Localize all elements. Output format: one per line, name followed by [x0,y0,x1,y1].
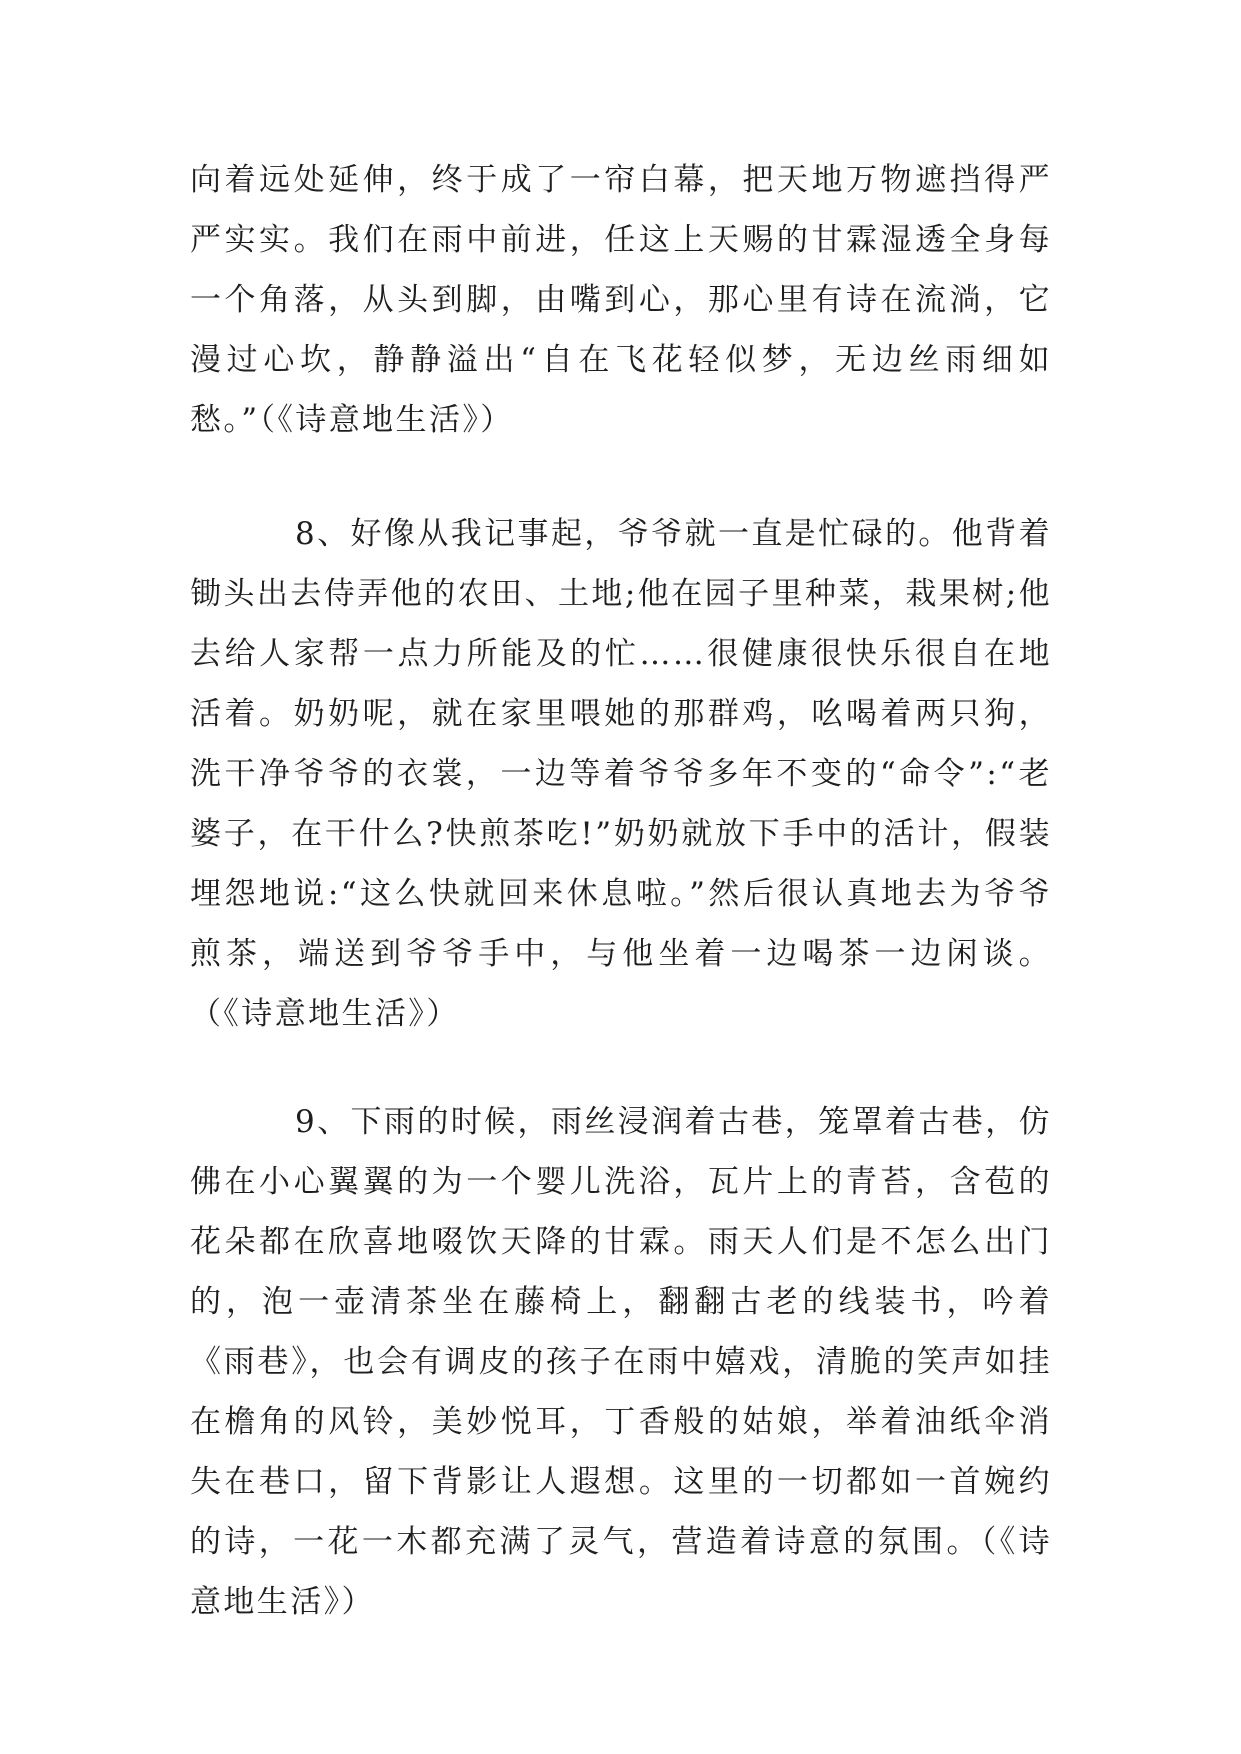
paragraph-8: 8、好像从我记事起，爷爷就一直是忙碌的。他背着锄头出去侍弄他的农田、土地;他在园子里种菜，栽果树;他去给人家帮一点力所能及的忙……很健康很快乐很自在地活着。奶奶呢，就在家里喂她的那群鸡，吆喝着两只狗，洗干净爷爷的衣裳，一边等着爷爷多年不变的“命令”:“老婆子，在干什么?快煎茶吃!”奶奶就放下手中的活计，假装埋怨地说:“这么快就回来休息啦。”然后很认真地去为爷爷煎茶，端送到爷爷手中，与他坐着一边喝茶一边闲谈。（《诗意地生活》） [190,516,1052,1032]
paragraph-9: 9、下雨的时候，雨丝浸润着古巷，笼罩着古巷，仿佛在小心翼翼的为一个婴儿洗浴，瓦片上的青苔，含苞的花朵都在欣喜地啜饮天降的甘霖。雨天人们是不怎么出门的，泡一壶清茶坐在藤椅上，翻翻古老的线装书，吟着《雨巷》，也会有调皮的孩子在雨中嬉戏，清脆的笑声如挂在檐角的风铃，美妙悦耳，丁香般的姑娘，举着油纸伞消失在巷口，留下背影让人遐想。这里的一切都如一首婉约的诗，一花一木都充满了灵气，营造着诗意的氛围。（《诗意地生活》） [190,1104,1052,1620]
paragraph-continued: 向着远处延伸，终于成了一帘白幕，把天地万物遮挡得严严实实。我们在雨中前进，任这上天赐的甘霖湿透全身每一个角落，从头到脚，由嘴到心，那心里有诗在流淌，它漫过心坎，静静溢出“自在飞花轻似梦，无边丝雨细如愁。”（《诗意地生活》） [190,162,1052,438]
